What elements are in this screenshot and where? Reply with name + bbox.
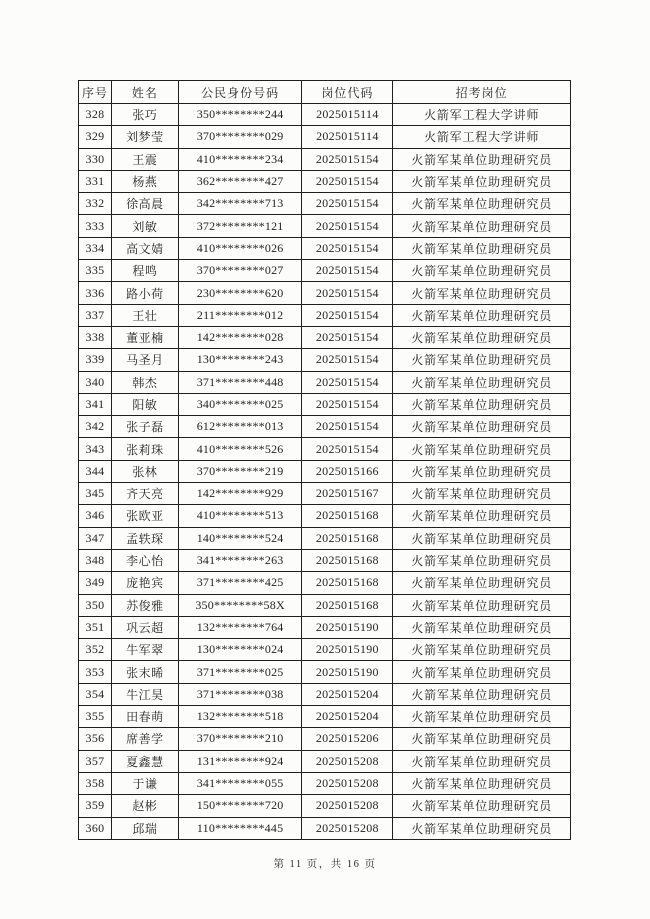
cell-name: 牛军翠: [111, 639, 178, 661]
cell-job-code: 2025015154: [302, 237, 393, 259]
cell-position: 火箭军某单位助理研究员: [393, 549, 571, 571]
cell-id-number: 131********924: [178, 750, 301, 772]
cell-serial: 347: [79, 527, 112, 549]
header-serial: 序号: [79, 81, 112, 104]
cell-serial: 349: [79, 572, 112, 594]
cell-id-number: 110********445: [178, 817, 301, 839]
cell-name: 张欧亚: [111, 505, 178, 527]
cell-name: 马圣月: [111, 349, 178, 371]
cell-name: 巩云超: [111, 616, 178, 638]
table-row: [79, 527, 571, 549]
table-row: [79, 371, 571, 393]
cell-job-code: 2025015114: [302, 126, 393, 148]
cell-position: 火箭军某单位助理研究员: [393, 237, 571, 259]
cell-serial: 343: [79, 438, 112, 460]
cell-name: 赵彬: [111, 795, 178, 817]
table-row: [79, 795, 571, 817]
cell-serial: 354: [79, 683, 112, 705]
cell-job-code: 2025015154: [302, 326, 393, 348]
cell-serial: 331: [79, 170, 112, 192]
cell-position: 火箭军某单位助理研究员: [393, 706, 571, 728]
cell-name: 苏俊雅: [111, 594, 178, 616]
cell-job-code: 2025015208: [302, 817, 393, 839]
table-row: [79, 483, 571, 505]
header-name: 姓名: [111, 81, 178, 104]
cell-job-code: 2025015208: [302, 772, 393, 794]
cell-id-number: 350********58X: [178, 594, 301, 616]
cell-name: 阳敏: [111, 393, 178, 415]
cell-serial: 334: [79, 237, 112, 259]
cell-position: 火箭军工程大学讲师: [393, 104, 571, 126]
cell-serial: 346: [79, 505, 112, 527]
cell-position: 火箭军某单位助理研究员: [393, 304, 571, 326]
cell-serial: 340: [79, 371, 112, 393]
cell-id-number: 142********929: [178, 483, 301, 505]
cell-job-code: 2025015190: [302, 639, 393, 661]
cell-name: 王震: [111, 148, 178, 170]
cell-job-code: 2025015154: [302, 416, 393, 438]
cell-serial: 330: [79, 148, 112, 170]
cell-position: 火箭军某单位助理研究员: [393, 505, 571, 527]
cell-serial: 356: [79, 728, 112, 750]
cell-serial: 341: [79, 393, 112, 415]
table-row: [79, 549, 571, 571]
cell-job-code: 2025015154: [302, 148, 393, 170]
cell-job-code: 2025015168: [302, 505, 393, 527]
table-row: [79, 706, 571, 728]
cell-position: 火箭军某单位助理研究员: [393, 616, 571, 638]
table-row: [79, 817, 571, 839]
cell-serial: 342: [79, 416, 112, 438]
cell-id-number: 342********713: [178, 193, 301, 215]
cell-position: 火箭军工程大学讲师: [393, 126, 571, 148]
cell-name: 杨燕: [111, 170, 178, 192]
cell-position: 火箭军某单位助理研究员: [393, 282, 571, 304]
cell-job-code: 2025015154: [302, 371, 393, 393]
cell-position: 火箭军某单位助理研究员: [393, 438, 571, 460]
cell-serial: 337: [79, 304, 112, 326]
cell-job-code: 2025015154: [302, 193, 393, 215]
cell-name: 张子磊: [111, 416, 178, 438]
cell-serial: 329: [79, 126, 112, 148]
cell-name: 张莉珠: [111, 438, 178, 460]
cell-id-number: 132********764: [178, 616, 301, 638]
cell-serial: 352: [79, 639, 112, 661]
cell-position: 火箭军某单位助理研究员: [393, 260, 571, 282]
cell-job-code: 2025015208: [302, 795, 393, 817]
cell-job-code: 2025015154: [302, 304, 393, 326]
page-footer: [0, 856, 650, 871]
cell-position: 火箭军某单位助理研究员: [393, 772, 571, 794]
cell-job-code: 2025015168: [302, 549, 393, 571]
cell-position: 火箭军某单位助理研究员: [393, 416, 571, 438]
table-row: [79, 326, 571, 348]
cell-job-code: 2025015114: [302, 104, 393, 126]
cell-id-number: 370********029: [178, 126, 301, 148]
cell-position: 火箭军某单位助理研究员: [393, 148, 571, 170]
cell-position: 火箭军某单位助理研究员: [393, 326, 571, 348]
cell-position: 火箭军某单位助理研究员: [393, 170, 571, 192]
cell-name: 刘梦莹: [111, 126, 178, 148]
cell-id-number: 132********518: [178, 706, 301, 728]
cell-name: 齐天亮: [111, 483, 178, 505]
cell-serial: 335: [79, 260, 112, 282]
cell-id-number: 350********244: [178, 104, 301, 126]
cell-id-number: 340********025: [178, 393, 301, 415]
cell-name: 路小荷: [111, 282, 178, 304]
table-row: [79, 349, 571, 371]
cell-name: 席善学: [111, 728, 178, 750]
cell-serial: 339: [79, 349, 112, 371]
cell-id-number: 371********025: [178, 661, 301, 683]
header-position: 招考岗位: [393, 81, 571, 104]
cell-serial: 333: [79, 215, 112, 237]
table-row: [79, 237, 571, 259]
table-row: [79, 639, 571, 661]
cell-id-number: 211********012: [178, 304, 301, 326]
table-row: [79, 215, 571, 237]
table-row: [79, 460, 571, 482]
cell-serial: 351: [79, 616, 112, 638]
cell-job-code: 2025015204: [302, 683, 393, 705]
cell-name: 张巧: [111, 104, 178, 126]
cell-name: 于谦: [111, 772, 178, 794]
cell-job-code: 2025015190: [302, 661, 393, 683]
cell-id-number: 410********526: [178, 438, 301, 460]
table-body: [79, 104, 571, 840]
cell-id-number: 341********263: [178, 549, 301, 571]
cell-job-code: 2025015154: [302, 170, 393, 192]
cell-id-number: 612********013: [178, 416, 301, 438]
cell-name: 高文婧: [111, 237, 178, 259]
cell-position: 火箭军某单位助理研究员: [393, 750, 571, 772]
cell-name: 程鸣: [111, 260, 178, 282]
table-row: [79, 104, 571, 126]
cell-position: 火箭军某单位助理研究员: [393, 572, 571, 594]
cell-name: 夏鑫慧: [111, 750, 178, 772]
table-row: [79, 661, 571, 683]
cell-job-code: 2025015168: [302, 527, 393, 549]
table-row: [79, 148, 571, 170]
table-row: [79, 304, 571, 326]
cell-job-code: 2025015190: [302, 616, 393, 638]
table-row: [79, 416, 571, 438]
cell-position: 火箭军某单位助理研究员: [393, 527, 571, 549]
table-row: [79, 260, 571, 282]
cell-serial: 359: [79, 795, 112, 817]
cell-name: 田春萌: [111, 706, 178, 728]
cell-job-code: 2025015154: [302, 438, 393, 460]
cell-job-code: 2025015166: [302, 460, 393, 482]
cell-name: 庞艳宾: [111, 572, 178, 594]
table-header: [79, 81, 571, 104]
cell-name: 张林: [111, 460, 178, 482]
table-header-row: [79, 81, 571, 104]
cell-job-code: 2025015154: [302, 393, 393, 415]
cell-position: 火箭军某单位助理研究员: [393, 460, 571, 482]
cell-serial: 355: [79, 706, 112, 728]
cell-serial: 350: [79, 594, 112, 616]
cell-position: 火箭军某单位助理研究员: [393, 393, 571, 415]
table-row: [79, 393, 571, 415]
cell-id-number: 371********448: [178, 371, 301, 393]
cell-position: 火箭军某单位助理研究员: [393, 728, 571, 750]
cell-serial: 338: [79, 326, 112, 348]
cell-id-number: 130********024: [178, 639, 301, 661]
cell-name: 刘敏: [111, 215, 178, 237]
cell-job-code: 2025015167: [302, 483, 393, 505]
table-row: [79, 505, 571, 527]
cell-name: 董亚楠: [111, 326, 178, 348]
cell-id-number: 370********219: [178, 460, 301, 482]
table-row: [79, 572, 571, 594]
table-row: [79, 594, 571, 616]
header-id-number: 公民身份号码: [178, 81, 301, 104]
cell-id-number: 150********720: [178, 795, 301, 817]
cell-position: 火箭军某单位助理研究员: [393, 639, 571, 661]
cell-name: 韩杰: [111, 371, 178, 393]
cell-id-number: 371********038: [178, 683, 301, 705]
cell-id-number: 140********524: [178, 527, 301, 549]
cell-position: 火箭军某单位助理研究员: [393, 483, 571, 505]
cell-position: 火箭军某单位助理研究员: [393, 661, 571, 683]
cell-serial: 345: [79, 483, 112, 505]
page-number-text: 第 11 页，共 16 页: [273, 859, 377, 870]
cell-id-number: 371********425: [178, 572, 301, 594]
cell-job-code: 2025015154: [302, 215, 393, 237]
cell-job-code: 2025015154: [302, 282, 393, 304]
cell-id-number: 370********027: [178, 260, 301, 282]
cell-job-code: 2025015206: [302, 728, 393, 750]
cell-job-code: 2025015204: [302, 706, 393, 728]
cell-name: 邱瑞: [111, 817, 178, 839]
cell-position: 火箭军某单位助理研究员: [393, 795, 571, 817]
cell-serial: 332: [79, 193, 112, 215]
cell-serial: 353: [79, 661, 112, 683]
cell-serial: 328: [79, 104, 112, 126]
table-row: [79, 193, 571, 215]
table-row: [79, 616, 571, 638]
cell-job-code: 2025015154: [302, 260, 393, 282]
cell-position: 火箭军某单位助理研究员: [393, 817, 571, 839]
cell-name: 牛江昊: [111, 683, 178, 705]
cell-id-number: 410********513: [178, 505, 301, 527]
table-row: [79, 750, 571, 772]
cell-serial: 344: [79, 460, 112, 482]
cell-position: 火箭军某单位助理研究员: [393, 683, 571, 705]
cell-id-number: 142********028: [178, 326, 301, 348]
cell-job-code: 2025015154: [302, 349, 393, 371]
cell-job-code: 2025015208: [302, 750, 393, 772]
cell-name: 徐高晨: [111, 193, 178, 215]
cell-id-number: 341********055: [178, 772, 301, 794]
cell-name: 李心怡: [111, 549, 178, 571]
cell-position: 火箭军某单位助理研究员: [393, 594, 571, 616]
cell-position: 火箭军某单位助理研究员: [393, 371, 571, 393]
cell-id-number: 362********427: [178, 170, 301, 192]
table-row: [79, 438, 571, 460]
cell-id-number: 130********243: [178, 349, 301, 371]
cell-id-number: 372********121: [178, 215, 301, 237]
cell-serial: 360: [79, 817, 112, 839]
cell-job-code: 2025015168: [302, 594, 393, 616]
cell-name: 孟轶琛: [111, 527, 178, 549]
table-row: [79, 126, 571, 148]
cell-name: 张末晞: [111, 661, 178, 683]
table-row: [79, 282, 571, 304]
recruitment-roster-table: [78, 80, 571, 840]
table-row: [79, 728, 571, 750]
cell-id-number: 410********234: [178, 148, 301, 170]
cell-serial: 348: [79, 549, 112, 571]
cell-position: 火箭军某单位助理研究员: [393, 215, 571, 237]
cell-name: 王壮: [111, 304, 178, 326]
cell-position: 火箭军某单位助理研究员: [393, 193, 571, 215]
table-row: [79, 683, 571, 705]
cell-serial: 357: [79, 750, 112, 772]
cell-id-number: 370********210: [178, 728, 301, 750]
cell-serial: 336: [79, 282, 112, 304]
cell-id-number: 230********620: [178, 282, 301, 304]
cell-serial: 358: [79, 772, 112, 794]
cell-id-number: 410********026: [178, 237, 301, 259]
cell-job-code: 2025015168: [302, 572, 393, 594]
header-job-code: 岗位代码: [302, 81, 393, 104]
table-row: [79, 170, 571, 192]
cell-position: 火箭军某单位助理研究员: [393, 349, 571, 371]
table-row: [79, 772, 571, 794]
